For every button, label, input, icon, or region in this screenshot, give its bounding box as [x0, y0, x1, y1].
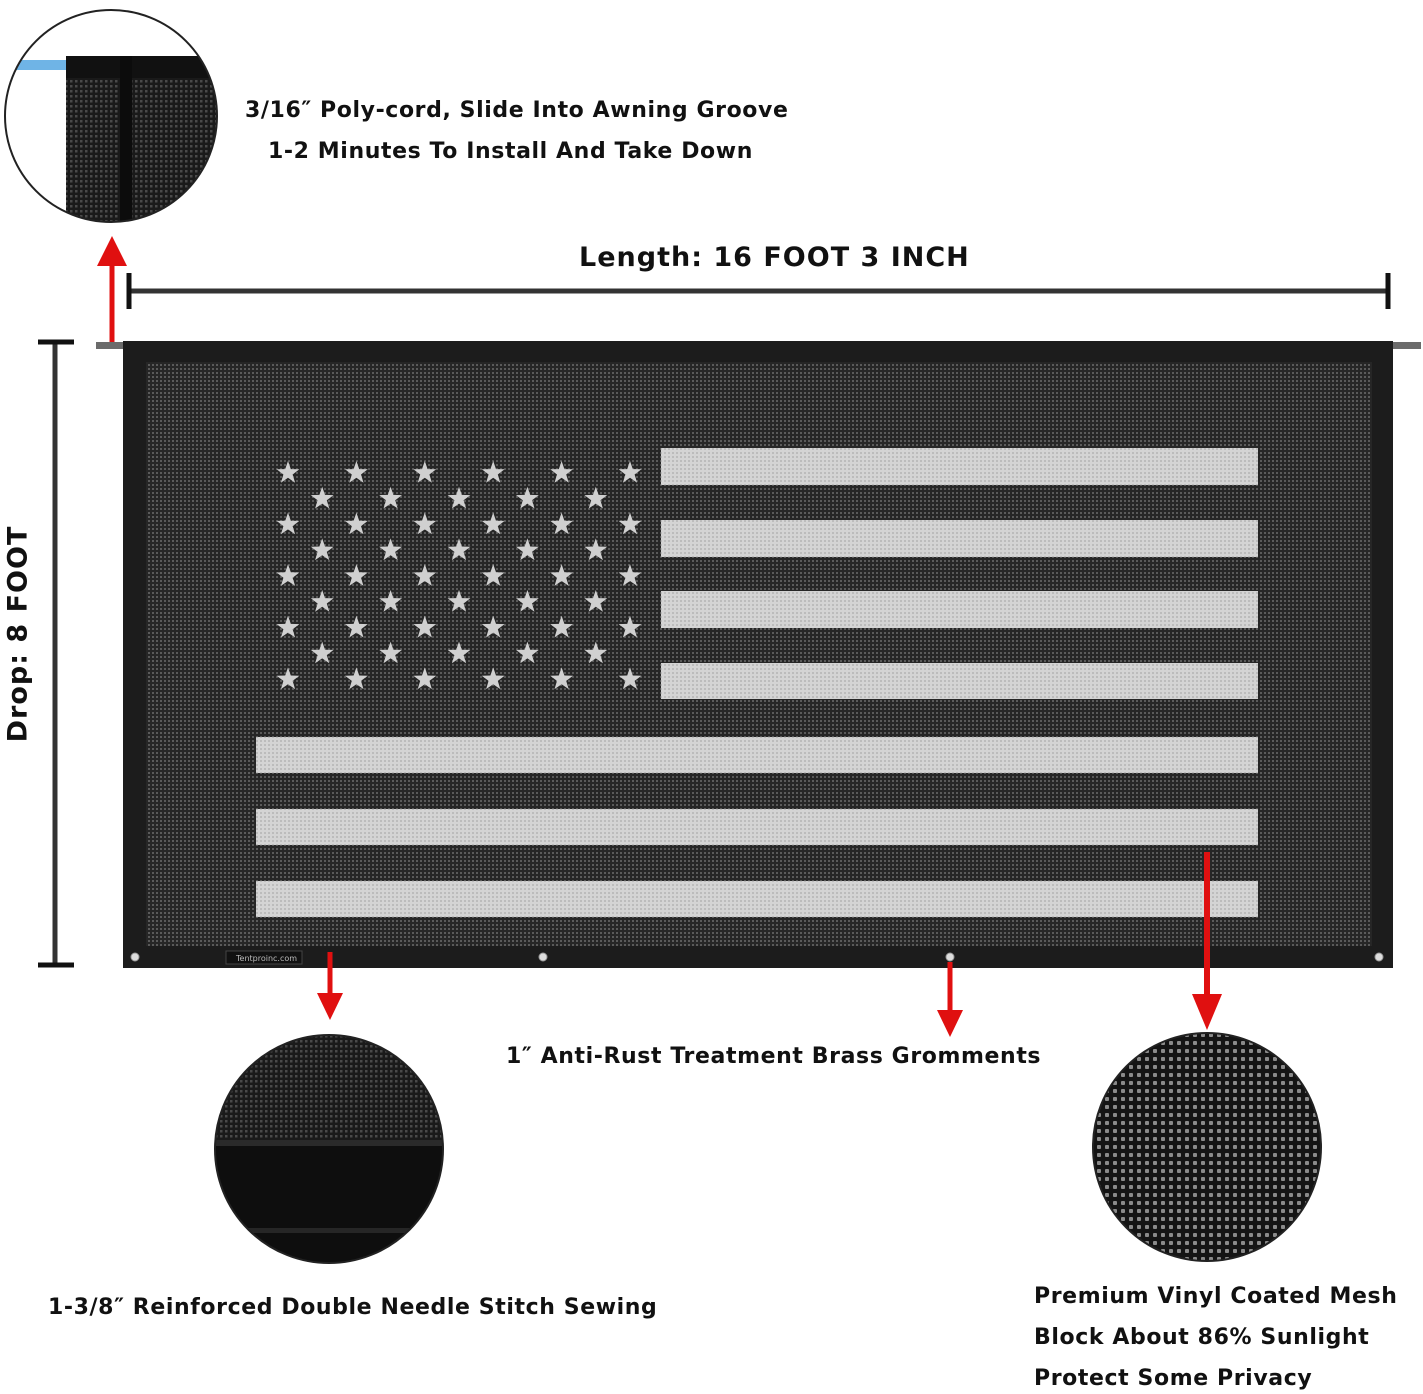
grommet-icon — [131, 953, 139, 961]
flag-stripe — [661, 663, 1258, 699]
stitch-label: 1-3/8″ Reinforced Double Needle Stitch Sewing — [48, 1295, 658, 1320]
polycord-label-line1: 3/16″ Poly-cord, Slide Into Awning Groove — [245, 98, 789, 123]
mesh-detail-circle — [1090, 1030, 1330, 1270]
mesh-label-line2: Block About 86% Sunlight — [1034, 1325, 1370, 1350]
grommets-label: 1″ Anti-Rust Treatment Brass Gromments — [506, 1044, 1042, 1069]
flag-stripe — [661, 520, 1258, 557]
mesh-label-line1: Premium Vinyl Coated Mesh — [1034, 1284, 1398, 1309]
grommet-icon — [539, 953, 547, 961]
flag-stripe — [661, 448, 1258, 485]
flag-stripe — [256, 737, 1258, 773]
brand-tag-text: Tentproinc.com — [236, 954, 298, 963]
length-dimension — [129, 273, 1388, 309]
drop-dimension — [38, 342, 74, 965]
mesh-label-line3: Protect Some Privacy — [1034, 1366, 1313, 1391]
length-label: Length: 16 FOOT 3 INCH — [579, 242, 970, 273]
grommet-icon — [946, 953, 954, 961]
awning-panel — [123, 341, 1393, 968]
red-arrow-icon — [937, 962, 963, 1037]
flag-stripe — [256, 809, 1258, 845]
flag-stripe — [661, 591, 1258, 628]
grommet-icon — [1375, 953, 1383, 961]
red-arrow-icon — [97, 236, 127, 342]
polycord-detail-circle — [0, 0, 230, 240]
stitch-detail-circle — [210, 1030, 450, 1270]
flag-stripe — [256, 881, 1258, 917]
drop-label: Drop: 8 FOOT — [2, 525, 34, 743]
polycord-label-line2: 1-2 Minutes To Install And Take Down — [268, 139, 753, 164]
